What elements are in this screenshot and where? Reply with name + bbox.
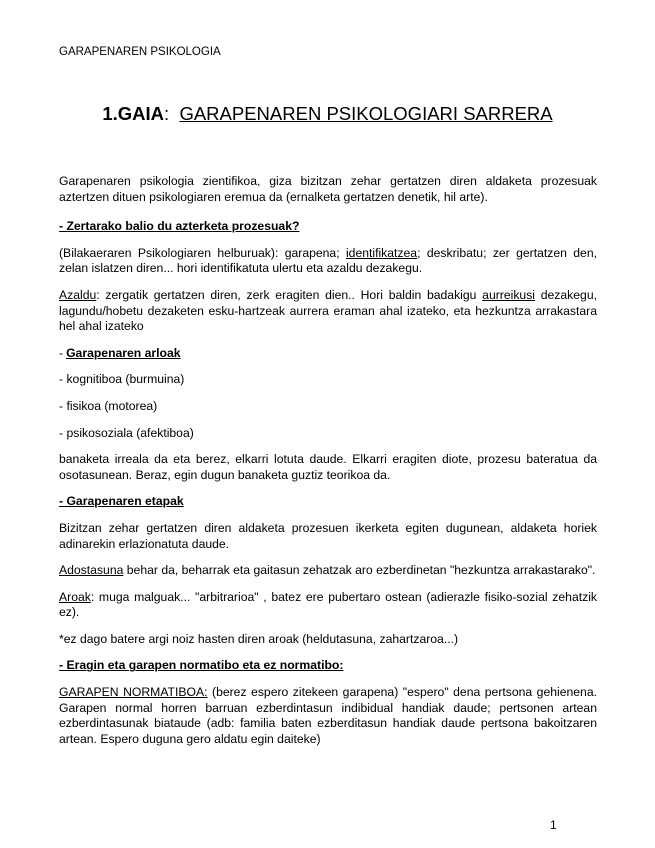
- list-item: - kognitiboa (burmuina): [59, 372, 185, 387]
- title-number: 1.GAIA: [102, 103, 165, 124]
- underlined-term: aurreikusi: [482, 287, 536, 302]
- text-run: (berez espero zitekeen garapena) "espero" dena pertsona gehienena. Garapen normal horren barruan ezberdintasun indibidual handiak daude; pertsonen artean ezberdintasunak biataude (adb: familia baten ezberditasun handiak daude pertsona bakoitzaren artean. Espero duguna gero aldatu egin daiteke): [59, 685, 597, 746]
- paragraph-adostasuna: [59, 563, 597, 579]
- paragraph-helburuak: [59, 246, 597, 277]
- list-item: - psikosoziala (afektiboa): [59, 425, 194, 440]
- intro-paragraph: Garapenaren psikologia zientifikoa, giza bizitzan zehar gertatzen diren aldaketa prozesuak aztertzen dituen psikologiaren eremua da (ernalketa gertatzen denetik, hil arte).: [59, 174, 597, 204]
- text-run: ; deskribatu; zer gertatzen den, zelan islatzen diren... hori identifikatuta ulertu eta azaldu dezakegu.: [59, 245, 597, 276]
- section-heading-text: - Eragin eta garapen normatibo eta ez normatibo:: [59, 658, 344, 673]
- text-run: behar da, beharrak eta gaitasun zehatzak aro ezberdinetan "hezkuntza arrakastarako".: [123, 563, 596, 578]
- underlined-term: identifikatzea: [345, 245, 418, 260]
- title-separator: :: [164, 103, 170, 124]
- text-run: (Bilakaeraren Psikologiaren helburuak): garapena;: [59, 245, 346, 260]
- section-heading-arloak: [59, 346, 597, 362]
- paragraph-aroak: [59, 590, 597, 621]
- page-number: 1: [550, 818, 557, 832]
- underlined-term: GARAPEN NORMATIBOA:: [59, 685, 208, 700]
- text-run: : muga malguak... "arbitrarioa" , batez ere pubertaro ostean (adierazle fisiko-sozial zehatzik ez).: [59, 589, 597, 620]
- paragraph-azaldu: [59, 288, 597, 335]
- underlined-term: Aroak: [59, 589, 91, 604]
- heading-dash: -: [59, 345, 64, 360]
- document-body: [59, 174, 597, 758]
- section-heading-eragin: [59, 658, 597, 674]
- section-heading-text: - Garapenaren etapak: [59, 494, 184, 509]
- underlined-term: Adostasuna: [59, 563, 124, 578]
- paragraph-bizitzan: Bizitzan zehar gertatzen diren aldaketa prozesuen ikerketa egiten dugunean, aldaketa horiek adinarekin erlazionatuta daude.: [59, 520, 597, 551]
- paragraph-note: *ez dago batere argi noiz hasten diren aroak (heldutasuna, zahartzaroa...): [59, 631, 459, 646]
- section-heading-etapak: [59, 494, 597, 510]
- section-heading-text: Garapenaren arloak: [66, 345, 181, 360]
- text-run: : zergatik gertatzen diren, zerk eragiten dien.. Hori baldin badakigu: [96, 287, 483, 302]
- title-text: GARAPENAREN PSIKOLOGIARI SARRERA: [179, 103, 553, 124]
- paragraph-banaketa: banaketa irreala da eta berez, elkarri lotuta daude. Elkarri eragiten diote, prozesu bateratua da osotasunean. Beraz, egin dugun banaketa guztiz teorikoa da.: [59, 452, 597, 482]
- running-header: GARAPENAREN PSIKOLOGIA: [59, 46, 221, 58]
- list-item: - fisikoa (motorea): [59, 398, 158, 413]
- page-title: [0, 103, 655, 125]
- section-heading-text: - Zertarako balio du azterketa prozesuak?: [59, 219, 300, 234]
- underlined-term: Azaldu: [59, 287, 97, 302]
- paragraph-garapen-normatiboa: [59, 685, 597, 747]
- section-heading-zertarako: [59, 219, 597, 235]
- text-run: dezakegu, lagundu/hobetu dezaketen esku-hartzeak aurrera eraman ahal izateko, eta hezkuntza arrakastara hel ahal izateko: [59, 287, 597, 334]
